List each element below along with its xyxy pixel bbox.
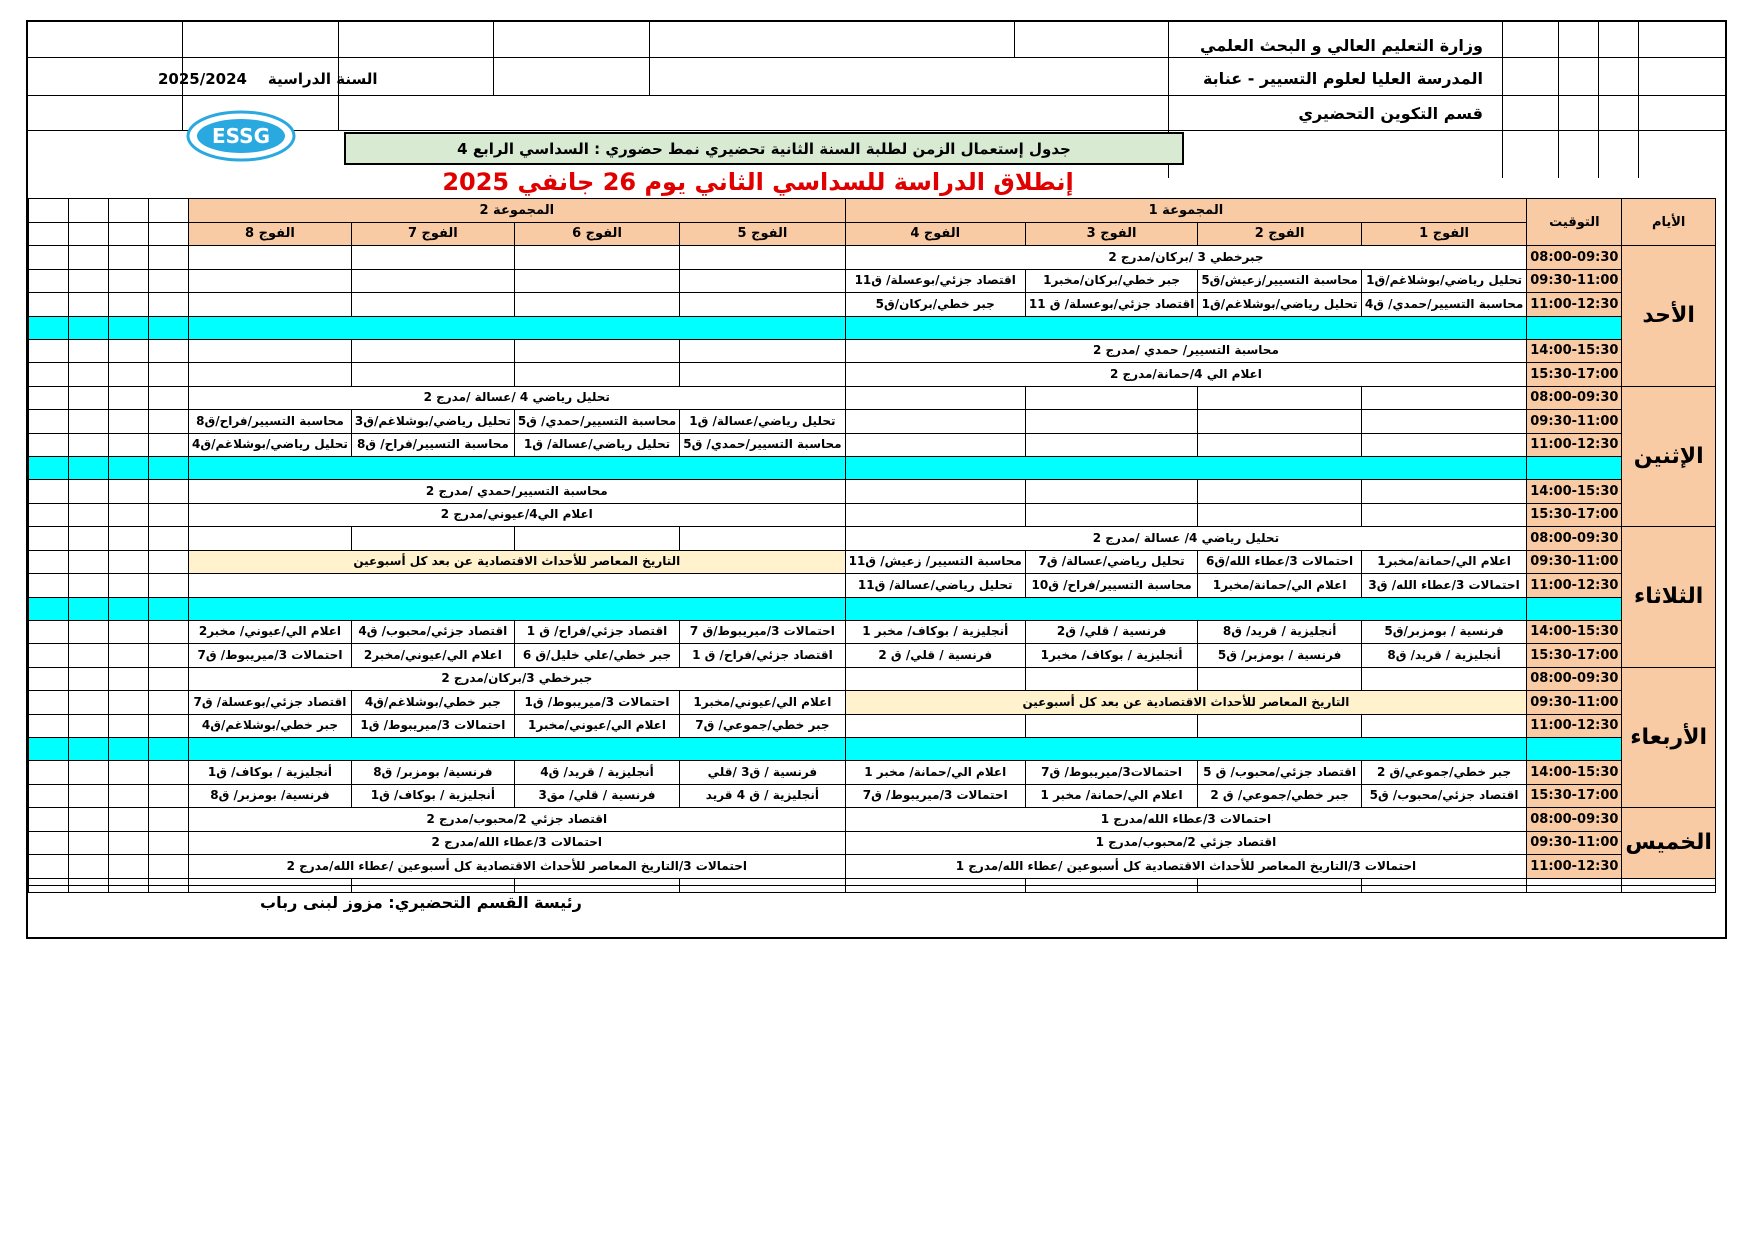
session-cell: جبر خطي/علي خليل/ق 6 xyxy=(514,644,679,668)
table-row xyxy=(29,691,1716,715)
session-cell: أنجليزية / بوكاف/ مخبر 1 xyxy=(845,620,1025,644)
table-row xyxy=(29,269,1716,293)
session-cell: فرنسية / ق3 /قلي xyxy=(680,761,845,785)
session-cell: تحليل رياضي/بوشلاغم/ق1 xyxy=(1198,293,1362,317)
session-cell: جبرخطي 3/بركان/مدرج 2 xyxy=(189,667,846,691)
session-cell: جبر خطي/جموعي/ ق 2 xyxy=(1198,784,1362,808)
session-cell: اعلام الي/حمانة/ مخبر 1 xyxy=(845,761,1025,785)
title-text: جدول إستعمال الزمن لطلبة السنة الثانية تحضيري نمط حضوري : السداسي الرابع 4 xyxy=(457,139,1071,158)
footer-row xyxy=(29,885,1716,892)
fouj-2-header: الفوج 2 xyxy=(1198,222,1362,246)
school-logo xyxy=(186,110,296,162)
lunch-break-row xyxy=(29,316,1716,339)
session-cell: تحليل رياضي/عسالة/ ق1 xyxy=(680,410,845,434)
session-cell: تحليل رياضي/عسالة/ ق11 xyxy=(845,574,1025,598)
time-slot: 08:00-09:30 xyxy=(1527,386,1622,410)
table-row xyxy=(29,293,1716,317)
timetable-grid xyxy=(28,198,1716,893)
time-slot: 14:00-15:30 xyxy=(1527,761,1622,785)
fouj-1-header: الفوج 1 xyxy=(1361,222,1526,246)
table-row xyxy=(29,574,1716,598)
table-row xyxy=(29,550,1716,574)
footer-row xyxy=(29,878,1716,885)
header-line xyxy=(28,95,1725,96)
session-cell: احتمالات 3/ميريبوط/ ق7 xyxy=(189,644,352,668)
session-cell: احتمالات 3/التاريخ المعاصر للأحداث الاقتصادية كل أسبوعين /عطاء الله/مدرج 1 xyxy=(845,855,1527,879)
group2-header: المجموعة 2 xyxy=(189,199,846,223)
time-slot: 09:30-11:00 xyxy=(1527,269,1622,293)
session-cell: فرنسية / بومزبر/ق5 xyxy=(1361,620,1526,644)
table-row xyxy=(29,410,1716,434)
time-slot: 11:00-12:30 xyxy=(1527,433,1622,457)
session-cell: تحليل رياضي 4 /عسالة /مدرج 2 xyxy=(189,386,846,410)
session-cell: فرنسية/ بومزبر/ ق8 xyxy=(189,784,352,808)
header-vline xyxy=(1014,22,1015,57)
time-slot: 14:00-15:30 xyxy=(1527,339,1622,363)
time-slot: 08:00-09:30 xyxy=(1527,808,1622,832)
session-cell: اعلام الي/عيوني/مخبر2 xyxy=(351,644,514,668)
department-name: قسم التكوين التحضيري xyxy=(1298,104,1483,123)
department-head-signature: رئيسة القسم التحضيري: مزوز لبنى رباب xyxy=(260,893,582,912)
group-header-row xyxy=(29,199,1716,223)
header-line xyxy=(28,57,1725,58)
time-slot: 08:00-09:30 xyxy=(1527,667,1622,691)
time-slot: 15:30-17:00 xyxy=(1527,784,1622,808)
session-cell: اقتصاد جزئي/بوعسلة/ ق11 xyxy=(845,269,1025,293)
table-row xyxy=(29,644,1716,668)
session-cell: أنجليزية / قريد/ ق8 xyxy=(1198,620,1362,644)
session-cell: محاسبة التسيير/حمدي/ ق4 xyxy=(1361,293,1526,317)
session-cell: اعلام الي/عيوني/مخبر1 xyxy=(680,691,845,715)
session-cell: اقتصاد جزئي/بوعسلة/ ق7 xyxy=(189,691,352,715)
session-cell: اعلام الي 4/حمانة/مدرج 2 xyxy=(845,363,1527,387)
header-vline xyxy=(1502,22,1503,178)
day-monday: الإثنين xyxy=(1622,386,1716,527)
academic-year: 2025/2024 xyxy=(158,70,247,88)
session-cell: جبر خطي/بوشلاغم/ق4 xyxy=(351,691,514,715)
table-row xyxy=(29,433,1716,457)
session-cell: احتمالات 3/ميريبوط/ ق7 xyxy=(845,784,1025,808)
header-vline xyxy=(493,22,494,95)
session-cell: محاسبة التسيير/فراح/ق8 xyxy=(189,410,352,434)
session-cell: اعلام الي/عيوني/مخبر1 xyxy=(514,714,679,738)
session-cell: احتمالات 3/ميريبوط/ق 7 xyxy=(680,620,845,644)
session-cell: التاريخ المعاصر للأحداث الاقتصادية عن بعد كل أسبوعين xyxy=(189,550,846,574)
session-cell: جبر خطي/جموعي/ق 2 xyxy=(1361,761,1526,785)
time-slot: 11:00-12:30 xyxy=(1527,293,1622,317)
session-cell: محاسبة التسيير/زعيش/ق5 xyxy=(1198,269,1362,293)
session-cell: اقتصاد جزئي/فراح/ ق 1 xyxy=(514,620,679,644)
session-cell: فرنسية / بومزبر/ ق5 xyxy=(1198,644,1362,668)
session-cell: تحليل رياضي/بوشلاغم/ق1 xyxy=(1361,269,1526,293)
session-cell: احتمالات 3/عطاء الله/ ق3 xyxy=(1361,574,1526,598)
header-vline xyxy=(1558,22,1559,178)
session-cell: جبر خطي/بوشلاغم/ق4 xyxy=(189,714,352,738)
session-cell: أنجليزية / بوكاف/ ق1 xyxy=(351,784,514,808)
table-row xyxy=(29,527,1716,551)
day-sunday: الأحد xyxy=(1622,246,1716,387)
session-cell: اعلام الي/حمانة/ مخبر 1 xyxy=(1025,784,1197,808)
table-row xyxy=(29,831,1716,855)
table-row xyxy=(29,761,1716,785)
fouj-3-header: الفوج 3 xyxy=(1025,222,1197,246)
day-wednesday: الأربعاء xyxy=(1622,667,1716,808)
session-cell: اعلام الي/حمانة/مخبر1 xyxy=(1361,550,1526,574)
session-cell: أنجليزية / قريد/ ق8 xyxy=(1361,644,1526,668)
session-cell: احتمالات 3/التاريخ المعاصر للأحداث الاقتصادية كل أسبوعين /عطاء الله/مدرج 2 xyxy=(189,855,846,879)
time-slot: 08:00-09:30 xyxy=(1527,527,1622,551)
session-cell: جبر خطي/بركان/ق5 xyxy=(845,293,1025,317)
time-slot: 08:00-09:30 xyxy=(1527,246,1622,270)
session-cell: احتمالات 3/ميريبوط/ ق1 xyxy=(514,691,679,715)
fouj-5-header: الفوج 5 xyxy=(680,222,845,246)
table-row xyxy=(29,339,1716,363)
session-cell: اقتصاد جزئي/بوعسلة/ ق 11 xyxy=(1025,293,1197,317)
session-cell: احتمالات 3/عطاء الله/ق6 xyxy=(1198,550,1362,574)
session-cell: أنجليزية / بوكاف/ مخبر1 xyxy=(1025,644,1197,668)
timetable-title xyxy=(344,132,1184,165)
session-cell: التاريخ المعاصر للأحداث الاقتصادية عن بعد كل أسبوعين xyxy=(845,691,1527,715)
session-cell: أنجليزية / قريد/ ق4 xyxy=(514,761,679,785)
session-cell: جبر خطي/بركان/مخبر1 xyxy=(1025,269,1197,293)
lunch-break-row xyxy=(29,457,1716,480)
header-vline xyxy=(649,22,650,95)
session-cell: محاسبة التسيير/حمدي/ ق5 xyxy=(680,433,845,457)
session-cell: جبرخطي 3 /بركان/مدرج 2 xyxy=(845,246,1527,270)
time-slot: 09:30-11:00 xyxy=(1527,550,1622,574)
session-cell: احتمالات 3/ميريبوط/ ق1 xyxy=(351,714,514,738)
session-cell: تحليل رياضي/بوشلاغم/ق3 xyxy=(351,410,514,434)
academic-year-label: السنة الدراسية xyxy=(267,70,378,88)
session-cell: تحليل رياضي/عسالة/ ق1 xyxy=(514,433,679,457)
table-row xyxy=(29,480,1716,504)
time-slot: 14:00-15:30 xyxy=(1527,480,1622,504)
day-thursday: الخميس xyxy=(1622,808,1716,879)
table-row xyxy=(29,386,1716,410)
session-cell: محاسبة التسيير/ حمدي /مدرج 2 xyxy=(845,339,1527,363)
table-row xyxy=(29,855,1716,879)
session-cell: اعلام الي/حمانة/مخبر1 xyxy=(1198,574,1362,598)
session-cell: أنجليزية / بوكاف/ ق1 xyxy=(189,761,352,785)
table-row xyxy=(29,667,1716,691)
session-cell: اقتصاد جزئي 2/محبوب/مدرج 1 xyxy=(845,831,1527,855)
timetable-sheet xyxy=(26,20,1727,939)
group1-header: المجموعة 1 xyxy=(845,199,1527,223)
table-row xyxy=(29,363,1716,387)
session-cell: أنجليزية / ق 4 قريد xyxy=(680,784,845,808)
session-cell: احتمالات 3/عطاء الله/مدرج 2 xyxy=(189,831,846,855)
table-row xyxy=(29,784,1716,808)
days-header: الأيام xyxy=(1622,199,1716,246)
time-slot: 11:00-12:30 xyxy=(1527,714,1622,738)
time-slot: 15:30-17:00 xyxy=(1527,363,1622,387)
time-slot: 09:30-11:00 xyxy=(1527,410,1622,434)
session-cell: اقتصاد جزئي/محبوب/ ق5 xyxy=(1361,784,1526,808)
session-cell: محاسبة التسيير/فراح/ ق8 xyxy=(351,433,514,457)
session-cell: محاسبة التسيير/حمدي /مدرج 2 xyxy=(189,480,846,504)
session-cell: اعلام الي/عيوني/ مخبر2 xyxy=(189,620,352,644)
fouj-7-header: الفوج 7 xyxy=(351,222,514,246)
session-cell: محاسبة التسيير/فراح/ ق10 xyxy=(1025,574,1197,598)
header-vline xyxy=(1638,22,1639,178)
session-cell: فرنسية / قلي/ مق3 xyxy=(514,784,679,808)
session-cell: اقتصاد جزئي/محبوب/ ق 5 xyxy=(1198,761,1362,785)
time-slot: 14:00-15:30 xyxy=(1527,620,1622,644)
session-cell: اقتصاد جزئي 2/محبوب/مدرج 2 xyxy=(189,808,846,832)
session-cell: محاسبة التسيير/حمدي/ ق5 xyxy=(514,410,679,434)
session-cell: احتمالات 3/عطاء الله/مدرج 1 xyxy=(845,808,1527,832)
school-name: المدرسة العليا لعلوم التسيير - عنابة xyxy=(1202,69,1483,88)
fouj-8-header: الفوج 8 xyxy=(189,222,352,246)
time-slot: 15:30-17:00 xyxy=(1527,503,1622,527)
fouj-6-header: الفوج 6 xyxy=(514,222,679,246)
time-slot: 15:30-17:00 xyxy=(1527,644,1622,668)
session-cell: فرنسية / قلي/ ق 2 xyxy=(845,644,1025,668)
session-cell: احتمالات3/ميريبوط/ ق7 xyxy=(1025,761,1197,785)
session-cell: فرنسية / قلي/ ق2 xyxy=(1025,620,1197,644)
table-row xyxy=(29,714,1716,738)
session-cell: تحليل رياضي/بوشلاغم/ق4 xyxy=(189,433,352,457)
lunch-break-row xyxy=(29,597,1716,620)
ministry-name: وزارة التعليم العالي و البحث العلمي xyxy=(1200,36,1483,55)
fouj-header-row xyxy=(29,222,1716,246)
time-slot: 11:00-12:30 xyxy=(1527,574,1622,598)
academic-year-row xyxy=(158,70,378,88)
day-tuesday: الثلاثاء xyxy=(1622,527,1716,668)
session-cell: اقتصاد جزئي/محبوب/ ق4 xyxy=(351,620,514,644)
time-slot: 09:30-11:00 xyxy=(1527,691,1622,715)
header-vline xyxy=(1598,22,1599,178)
session-cell: تحليل رياضي 4/ عسالة /مدرج 2 xyxy=(845,527,1527,551)
time-slot: 09:30-11:00 xyxy=(1527,831,1622,855)
session-cell: اقتصاد جزئي/فراح/ ق 1 xyxy=(680,644,845,668)
table-row xyxy=(29,620,1716,644)
fouj-4-header: الفوج 4 xyxy=(845,222,1025,246)
session-cell: اعلام الي4/عيوني/مدرج 2 xyxy=(189,503,846,527)
table-row xyxy=(29,246,1716,270)
table-row xyxy=(29,808,1716,832)
session-cell: جبر خطي/جموعي/ ق7 xyxy=(680,714,845,738)
time-slot: 11:00-12:30 xyxy=(1527,855,1622,879)
logo-text: ESSG xyxy=(212,124,270,148)
session-cell: تحليل رياضي/عسالة/ ق7 xyxy=(1025,550,1197,574)
time-header: التوقيت xyxy=(1527,199,1622,246)
table-row xyxy=(29,503,1716,527)
start-date-notice: إنطلاق الدراسة للسداسي الثاني يوم 26 جانفي 2025 xyxy=(442,168,1074,196)
session-cell: فرنسية/ بومزبر/ ق8 xyxy=(351,761,514,785)
lunch-break-row xyxy=(29,738,1716,761)
session-cell: محاسبة التسيير/ زعيش/ ق11 xyxy=(845,550,1025,574)
